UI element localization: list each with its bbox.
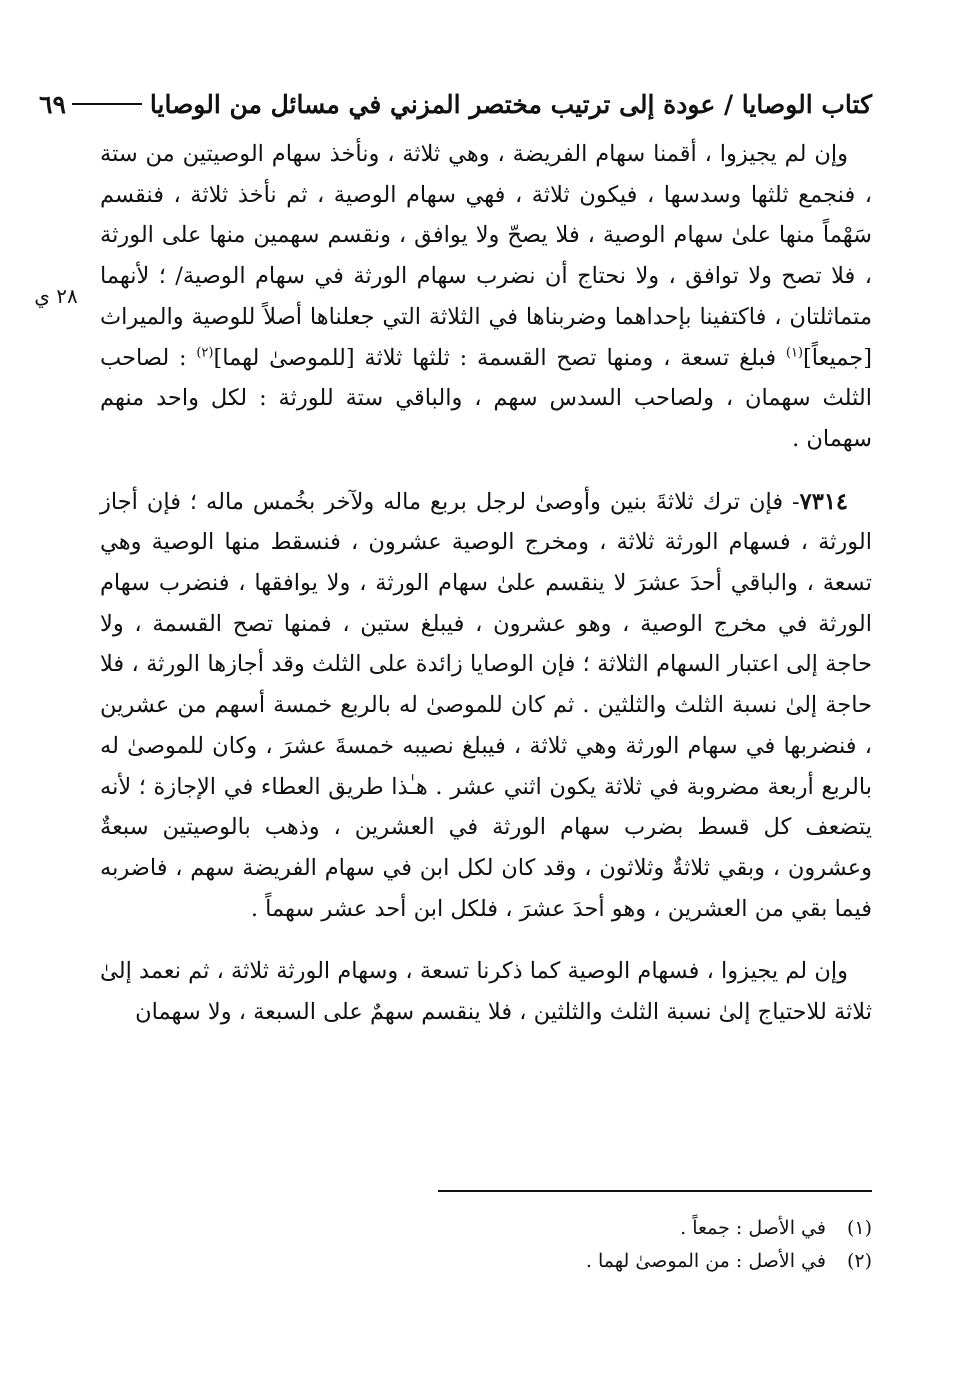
running-header: [39, 82, 872, 126]
footnote-1: [272, 1212, 872, 1245]
page-number: ٦٩: [39, 89, 66, 119]
issue-number: ٧٣١٤: [799, 488, 848, 515]
footnote-separator: [438, 1190, 872, 1192]
footnote-2-mark: (٢): [846, 1250, 872, 1272]
header-title: كتاب الوصايا / عودة إلى ترتيب مختصر المزني في مسائل من الوصايا: [149, 89, 872, 119]
footnote-1-mark: (١): [846, 1217, 872, 1239]
footnote-1-text: في الأصل : جمعاً .: [680, 1217, 826, 1239]
paragraph-1-text-3: : لصاحب الثلث سهمان ، ولصاحب السدس سهم ، والباقي ستة للورثة : لكل واحد منهم سهمان .: [100, 344, 872, 452]
paragraph-1-text-2: فبلغ تسعة ، ومنها تصح القسمة : ثلثها ثلاثة [للموصىٰ لهما]: [213, 344, 786, 371]
paragraph-3-text: وإن لم يجيزوا ، فسهام الوصية كما ذكرنا تسعة ، وسهام الورثة ثلاثة ، ثم نعمد إلىٰ ثلاثة للاحتياج إلىٰ نسبة الثلث والثلثين ، فلا ينقسم سهمٌ على السبعة ، ولا سهمان: [100, 958, 872, 1026]
footnote-ref-2: (٢): [196, 345, 214, 361]
footnote-ref-1: (١): [785, 345, 804, 361]
paragraph-1-text: وإن لم يجيزوا ، أقمنا سهام الفريضة ، وهي ثلاثة ، ونأخذ سهام الوصيتين من ستة ، فنجمع ثلثها وسدسها ، فيكون ثلاثة ، فهي سهام الوصية ، ثم نأخذ ثلاثة ، فنقسم سَهْماً منها علىٰ سهام الوصية ، فلا يصحّ ولا يوافق ، ونقسم سهمين منها على الورثة ، فلا تصح ولا توافق ، ولا نحتاج أن نضرب سهام الورثة في سهام الوصية/ ؛ لأنهما متماثلتان ، فاكتفينا بإحداهما وضربناها في الثلاثة التي جعلناها أصلاً للوصية والميراث [جميعاً]: [100, 141, 872, 371]
paragraph-2: [100, 482, 872, 930]
footnote-2: [272, 1245, 872, 1278]
margin-folio-note: ٢٨ ي: [34, 284, 78, 308]
paragraph-1: [100, 134, 872, 460]
paragraph-2-text: - فإن ترك ثلاثةَ بنين وأوصىٰ لرجل بربع ماله ولآخر بخُمس ماله ؛ فإن أجاز الورثة ، فسهام الورثة ثلاثة ، ومخرج الوصية عشرون ، فنسقط منها الوصية وهي تسعة ، والباقي أحدَ عشرَ لا ينقسم علىٰ سهام الورثة ، ولا يوافقها ، فنضرب سهام الورثة في مخرج الوصية ، وهو عشرون ، فيبلغ ستين ، فمنها تصح القسمة ، ولا حاجة إلى اعتبار السهام الثلاثة ؛ فإن الوصايا زائدة على الثلث وقد أجازها الورثة ، فلا حاجة إلىٰ نسبة الثلث والثلثين . ثم كان للموصىٰ له بالربع خمسة أسهم من عشرين ، فنضربها في سهام الورثة وهي ثلاثة ، فيبلغ نصيبه خمسةَ عشرَ ، وكان للموصىٰ له بالربع أربعة مضروبة في ثلاثة يكون اثني عشر . هـٰذا طريق العطاء في الإجازة ؛ لأنه يتضعف كل قسط بضرب سهام الورثة في العشرين ، وذهب بالوصيتين سبعةٌ وعشرون ، وبقي ثلاثةٌ وثلاثون ، وقد كان لكل ابن في سهام الفريضة سهم ، فاضربه فيما بقي من العشرين ، وهو أحدَ عشرَ ، فلكل ابن أحد عشر سهماً .: [100, 488, 872, 922]
paragraph-3: [100, 951, 872, 1032]
main-text: [100, 134, 872, 1033]
footnotes: [272, 1212, 872, 1278]
header-rule: [72, 103, 142, 105]
footnote-2-text: في الأصل : من الموصىٰ لهما .: [585, 1250, 826, 1272]
